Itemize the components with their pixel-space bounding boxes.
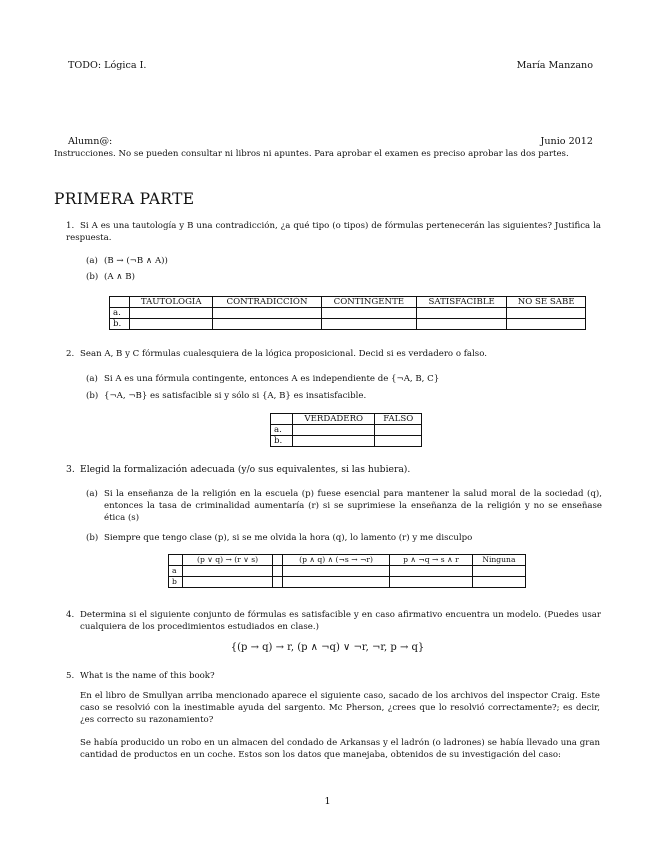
answer-cell[interactable]: [321, 319, 416, 330]
answer-cell[interactable]: [507, 308, 586, 319]
table-header-row: (p ∨ q) → (r ∨ s) (p ∧ q) ∧ (¬s → ¬r) p ∧ ¬q → s ∧ r Ninguna: [169, 555, 526, 566]
answer-cell[interactable]: [417, 308, 507, 319]
instructions: [54, 148, 599, 160]
table-header-row: VERDADERO FALSO: [271, 414, 422, 425]
table-row: b: [169, 577, 526, 588]
table-row: a: [169, 566, 526, 577]
table-row: a.: [110, 308, 586, 319]
question-4-number: 4.: [66, 610, 75, 620]
answer-cell[interactable]: [273, 577, 283, 588]
question-2-item-a: (a) Si A es una fórmula contingente, entonces A es independiente de {¬A, B, C}: [86, 374, 440, 384]
answer-cell[interactable]: [417, 319, 507, 330]
table-row: a.: [271, 425, 422, 436]
answer-cell[interactable]: [375, 436, 422, 447]
question-3: [66, 464, 601, 476]
answer-cell[interactable]: [507, 319, 586, 330]
question-3-item-a: (a) Si la enseñanza de la religión en la escuela (p) fuese esencial para mantener la salud moral de la sociedad (q), entonces la tasa de criminalidad aumentaría (r) si se suprimiese la enseñanza de la religión y no se enseñase ética (s): [86, 489, 602, 523]
question-5: [66, 670, 601, 682]
answer-cell[interactable]: [390, 566, 473, 577]
question-3-item-b: (b) Siempre que tengo clase (p), si se me olvida la hora (q), lo lamento (r) y me disculpo: [86, 533, 473, 543]
table-header-row: TAUTOLOGÍA CONTRADICCIÓN CONTINGENTE SATISFACIBLE NO SE SABE: [110, 297, 586, 308]
question-2-item-b: (b) {¬A, ¬B} es satisfacible si y sólo si {A, B} es insatisfacible.: [86, 391, 367, 401]
exam-date: Junio 2012: [540, 136, 593, 147]
question-2-answer-table: [270, 413, 422, 447]
answer-cell[interactable]: [130, 308, 213, 319]
answer-cell[interactable]: [375, 425, 422, 436]
question-1-item-b: (b) (A ∧ B): [86, 272, 135, 282]
page-number: 1: [324, 796, 331, 807]
answer-cell[interactable]: [283, 566, 390, 577]
question-3-number: 3.: [66, 464, 75, 475]
question-5-paragraph-2: Se había producido un robo en un almacen del condado de Arkansas y el ladrón (o ladrones) se había llevado una gran cantidad de productos en un coche. Estos son los datos que manejaba, obtenidos de su investigación del caso:: [80, 738, 600, 760]
question-1-item-a: (a) (B → (¬B ∧ A)): [86, 256, 168, 266]
answer-cell[interactable]: [472, 577, 525, 588]
question-1-number: 1.: [66, 221, 75, 231]
header-course: TODO: Lógica I.: [68, 60, 147, 71]
answer-cell[interactable]: [213, 308, 321, 319]
table-row: b.: [110, 319, 586, 330]
question-5-title: What is the name of this book?: [80, 671, 215, 681]
answer-cell[interactable]: [273, 566, 283, 577]
question-5-paragraph-1: En el libro de Smullyan arriba mencionado aparece el siguiente caso, sacado de los archivos del inspector Craig. Este caso se resolvió con la inestimable ayuda del sargento. Mc Pherson, ¿crees que lo resolvió correctamente?; es decir, ¿es correcto su razonamiento?: [80, 691, 600, 725]
question-4: [66, 609, 601, 633]
question-1-answer-table: [109, 296, 586, 330]
section-title: PRIMERA PARTE: [54, 190, 195, 208]
answer-cell[interactable]: [390, 577, 473, 588]
answer-cell[interactable]: [293, 436, 375, 447]
answer-cell[interactable]: [283, 577, 390, 588]
question-3-text: Elegid la formalización adecuada (y/o sus equivalentes, si las hubiera).: [80, 464, 411, 475]
question-1-text: Si A es una tautología y B una contradicción, ¿a qué tipo (o tipos) de fórmulas pertenecerán las siguientes? Justifica la respuesta.: [66, 221, 601, 243]
student-label: Alumn@:: [68, 136, 113, 147]
question-3-answer-table: [168, 554, 526, 588]
question-2-number: 2.: [66, 349, 75, 359]
answer-cell[interactable]: [183, 577, 273, 588]
answer-cell[interactable]: [213, 319, 321, 330]
answer-cell[interactable]: [183, 566, 273, 577]
question-1: [66, 220, 601, 244]
answer-cell[interactable]: [293, 425, 375, 436]
question-2-text: Sean A, B y C fórmulas cualesquiera de la lógica proposicional. Decid si es verdadero o falso.: [80, 349, 487, 359]
answer-cell[interactable]: [472, 566, 525, 577]
question-4-formula: {(p → q) → r, (p ∧ ¬q) ∨ ¬r, ¬r, p → q}: [230, 642, 425, 653]
answer-cell[interactable]: [130, 319, 213, 330]
instructions-label: Instrucciones.: [54, 149, 116, 159]
header-author: María Manzano: [516, 60, 593, 71]
question-2: [66, 348, 601, 360]
table-row: b.: [271, 436, 422, 447]
question-5-number: 5.: [66, 671, 75, 681]
question-4-text: Determina si el siguiente conjunto de fórmulas es satisfacible y en caso afirmativo encuentra un modelo. (Puedes usar cualquiera de los procedimientos estudiados en clase.): [80, 610, 601, 632]
instructions-text: No se pueden consultar ni libros ni apuntes. Para aprobar el examen es preciso aprobar las dos partes.: [115, 149, 569, 159]
answer-cell[interactable]: [321, 308, 416, 319]
